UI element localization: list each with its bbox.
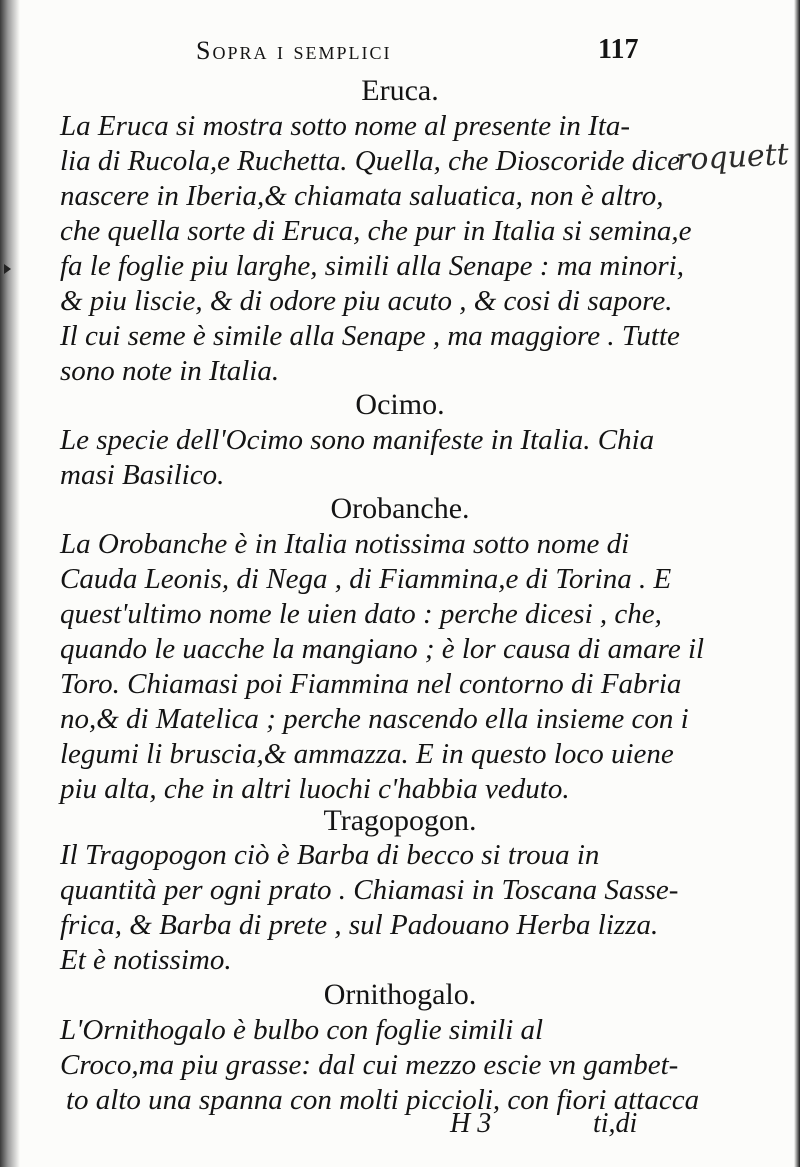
text-line: quest'ultimo nome le uien dato : perche dicesi , che, xyxy=(60,598,662,630)
text-line: nascere in Iberia,& chiamata saluatica, non è altro, xyxy=(60,180,664,212)
text-line: sono note in Italia. xyxy=(60,355,280,387)
text-line: piu alta, che in altri luochi c'habbia veduto. xyxy=(60,773,570,805)
text-line: quando le uacche la mangiano ; è lor causa di amare il xyxy=(60,633,705,665)
text-line: frica, & Barba di prete , sul Padouano Herba lizza. xyxy=(60,909,659,941)
text-line: legumi li bruscia,& ammazza. E in questo loco uiene xyxy=(60,738,674,770)
text-line: to alto una spanna con molti piccioli, con fiori attacca xyxy=(66,1084,700,1116)
page-number: 117 xyxy=(598,34,639,65)
text-line: La Eruca si mostra sotto nome al presente in Ita- xyxy=(60,110,631,142)
text-line: masi Basilico. xyxy=(60,459,225,491)
text-line: quantità per ogni prato . Chiamasi in Toscana Sasse- xyxy=(60,874,679,906)
section-title-ocimo: Ocimo. xyxy=(355,388,445,421)
signature-mark: H 3 xyxy=(450,1108,492,1139)
handwritten-margin-note: roquett xyxy=(675,137,790,178)
page-gutter-shadow xyxy=(0,0,20,1167)
text-line: Il cui seme è simile alla Senape , ma maggiore . Tutte xyxy=(60,320,680,352)
text-line: no,& di Matelica ; perche nascendo ella insieme con i xyxy=(60,703,689,735)
text-line: Le specie dell'Ocimo sono manifeste in Italia. Chia xyxy=(60,424,655,456)
text-line: L'Ornithogalo è bulbo con foglie simili al xyxy=(60,1014,544,1046)
margin-mark xyxy=(4,264,11,274)
text-line: Il Tragopogon ciò è Barba di becco si troua in xyxy=(60,839,600,871)
catchword: ti,di xyxy=(593,1108,638,1139)
text-line: Croco,ma piu grasse: dal cui mezzo escie vn gambet- xyxy=(60,1049,679,1081)
text-line: fa le foglie piu larghe, simili alla Senape : ma minori, xyxy=(60,250,684,282)
text-line: che quella sorte di Eruca, che pur in Italia si semina,e xyxy=(60,215,692,247)
section-title-orobanche: Orobanche. xyxy=(330,492,470,525)
text-line: & piu liscie, & di odore piu acuto , & cosi di sapore. xyxy=(60,285,673,317)
text-line: lia di Rucola,e Ruchetta. Quella, che Dioscoride dice xyxy=(60,145,681,177)
text-line: La Orobanche è in Italia notissima sotto nome di xyxy=(60,528,630,560)
running-title: Sopra i semplici xyxy=(196,36,392,65)
text-line: Cauda Leonis, di Nega , di Fiammina,e di Torina . E xyxy=(60,563,672,595)
text-line: Et è notissimo. xyxy=(60,944,232,976)
section-title-tragopogon: Tragopogon. xyxy=(323,804,477,837)
section-title-eruca: Eruca. xyxy=(361,74,439,107)
section-title-ornithogalo: Ornithogalo. xyxy=(323,978,477,1011)
page-edge-shadow xyxy=(794,0,800,1167)
text-line: Toro. Chiamasi poi Fiammina nel contorno di Fabria xyxy=(60,668,682,700)
